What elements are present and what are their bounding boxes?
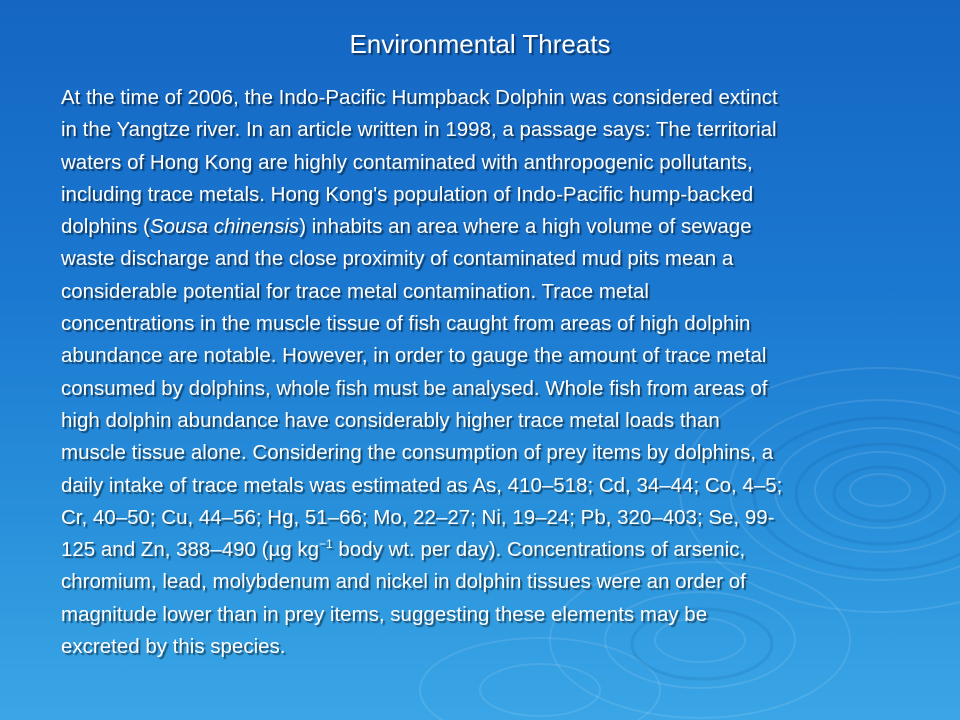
paragraph-line: waste discharge and the close proximity of contaminated mud pits mean a (61, 247, 734, 271)
line-text: body wt. per day). Concentrations of arsenic, (332, 538, 746, 562)
paragraph-line (61, 534, 921, 566)
paragraph-line: considerable potential for trace metal contamination. Trace metal (61, 279, 649, 303)
paragraph-line: consumed by dolphins, whole fish must be analysed. Whole fish from areas of (61, 376, 768, 400)
paragraph-line: waters of Hong Kong are highly contaminated with anthropogenic pollutants, (61, 150, 753, 174)
paragraph-line: chromium, lead, molybdenum and nickel in dolphin tissues were an order of (61, 570, 746, 594)
paragraph-line: muscle tissue alone. Considering the consumption of prey items by dolphins, a (61, 441, 774, 465)
slide-title: Environmental Threats (349, 29, 611, 59)
paragraph-line: Cr, 40–50; Cu, 44–56; Hg, 51–66; Mo, 22–27; Ni, 19–24; Pb, 320–403; Se, 99- (61, 505, 775, 529)
paragraph-line: daily intake of trace metals was estimated as As, 410–518; Cd, 34–44; Co, 4–5; (61, 473, 783, 497)
line-text: ) inhabits an area where a high volume of sewage (299, 215, 752, 239)
paragraph-line (61, 211, 921, 243)
paragraph-line: in the Yangtze river. In an article written in 1998, a passage says: The territorial (61, 118, 777, 142)
paragraph-line: magnitude lower than in prey items, suggesting these elements may be (61, 602, 708, 626)
paragraph-line: including trace metals. Hong Kong's population of Indo-Pacific hump-backed (61, 182, 754, 206)
line-text: dolphins ( (61, 215, 150, 239)
paragraph-line: high dolphin abundance have considerably higher trace metal loads than (61, 408, 720, 432)
line-text: 125 and Zn, 388–490 (µg kg (61, 538, 320, 562)
body-paragraph (61, 82, 921, 663)
unit-exponent: −1 (319, 537, 333, 552)
paragraph-line: At the time of 2006, the Indo-Pacific Humpback Dolphin was considered extinct (61, 86, 778, 109)
paragraph-line: excreted by this species. (61, 635, 286, 659)
paragraph-line: concentrations in the muscle tissue of fish caught from areas of high dolphin (61, 312, 751, 336)
paragraph-line: abundance are notable. However, in order to gauge the amount of trace metal (61, 344, 767, 368)
species-name-italic: Sousa chinensis (149, 215, 300, 239)
